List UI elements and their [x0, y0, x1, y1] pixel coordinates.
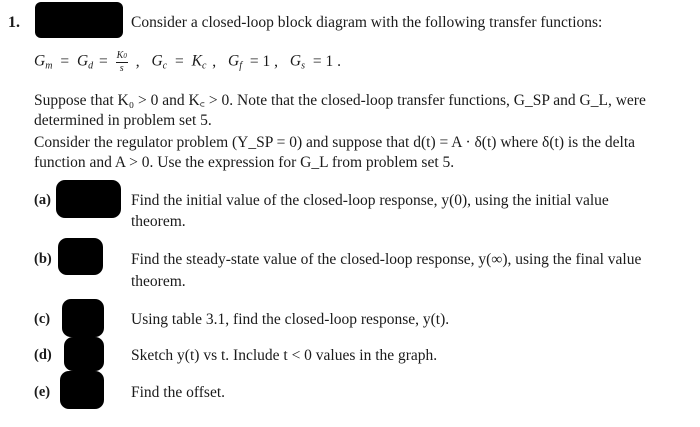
- eq-comma-2: ,: [212, 52, 217, 70]
- eq-gd: G: [76, 52, 89, 70]
- part-b-line-2: theorem.: [131, 273, 186, 290]
- redaction-block-title: [35, 2, 123, 38]
- part-c-label: (c): [34, 311, 51, 327]
- eq-gs-value: = 1 .: [312, 52, 341, 70]
- part-d-label: (d): [34, 347, 52, 363]
- problem-intro: Consider a closed-loop block diagram with the following transfer functions:: [131, 14, 603, 31]
- redaction-block-c: [62, 299, 104, 337]
- eq-equals-3: =: [174, 52, 184, 70]
- problem-number: 1.: [8, 14, 20, 31]
- eq-gc-sub: c: [162, 60, 168, 72]
- redaction-block-b: [58, 238, 103, 275]
- eq-frac-num-sub: 0: [123, 52, 127, 60]
- paragraph-1-line-2: determined in problem set 5.: [34, 112, 212, 129]
- part-d-line-1: Sketch y(t) vs t. Include t < 0 values in the graph.: [131, 347, 438, 364]
- part-b-label: (b): [34, 251, 52, 267]
- eq-gf-sub: f: [239, 60, 242, 72]
- redaction-block-a: [56, 180, 121, 218]
- eq-kc: K: [191, 52, 202, 70]
- redaction-block-d: [64, 337, 104, 371]
- eq-equals-2: =: [99, 52, 108, 70]
- eq-fraction: [116, 50, 128, 74]
- eq-kc-sub: c: [201, 60, 207, 72]
- paragraph-2-line-2: function and A > 0. Use the expression for G_L from problem set 5.: [34, 154, 455, 171]
- eq-gf-value: = 1 ,: [249, 52, 278, 70]
- part-a-label: (a): [34, 192, 51, 208]
- paragraph-1-line-1: Suppose that K₀ > 0 and K꜀ > 0. Note that the closed-loop transfer functions, G_SP and G_L, were: [34, 92, 646, 109]
- redaction-block-e: [60, 371, 104, 409]
- eq-frac-den: s: [119, 63, 124, 74]
- eq-gs-sub: s: [301, 60, 305, 72]
- part-e-label: (e): [34, 384, 51, 400]
- eq-comma-1: ,: [135, 52, 140, 70]
- part-a-line-2: theorem.: [131, 213, 186, 230]
- part-e-line-1: Find the offset.: [131, 384, 225, 401]
- eq-gm-sub: m: [45, 60, 53, 72]
- part-a-line-1: Find the initial value of the closed-loop response, y(0), using the initial value: [131, 192, 609, 209]
- eq-frac-num: K: [116, 50, 124, 61]
- eq-gm: G: [34, 52, 46, 70]
- paragraph-2-line-1: Consider the regulator problem (Y_SP = 0) and suppose that d(t) = A · δ(t) where δ(t) is the delta: [34, 134, 636, 151]
- eq-gf: G: [228, 52, 240, 70]
- eq-gd-sub: d: [88, 60, 94, 72]
- eq-gc: G: [151, 52, 163, 70]
- part-b-line-1: Find the steady-state value of the closed-loop response, y(∞), using the final value: [131, 251, 642, 268]
- part-c-line-1: Using table 3.1, find the closed-loop response, y(t).: [131, 311, 450, 328]
- eq-gs: G: [289, 52, 302, 70]
- transfer-function-equation: [34, 50, 341, 74]
- eq-equals-1: =: [60, 52, 70, 70]
